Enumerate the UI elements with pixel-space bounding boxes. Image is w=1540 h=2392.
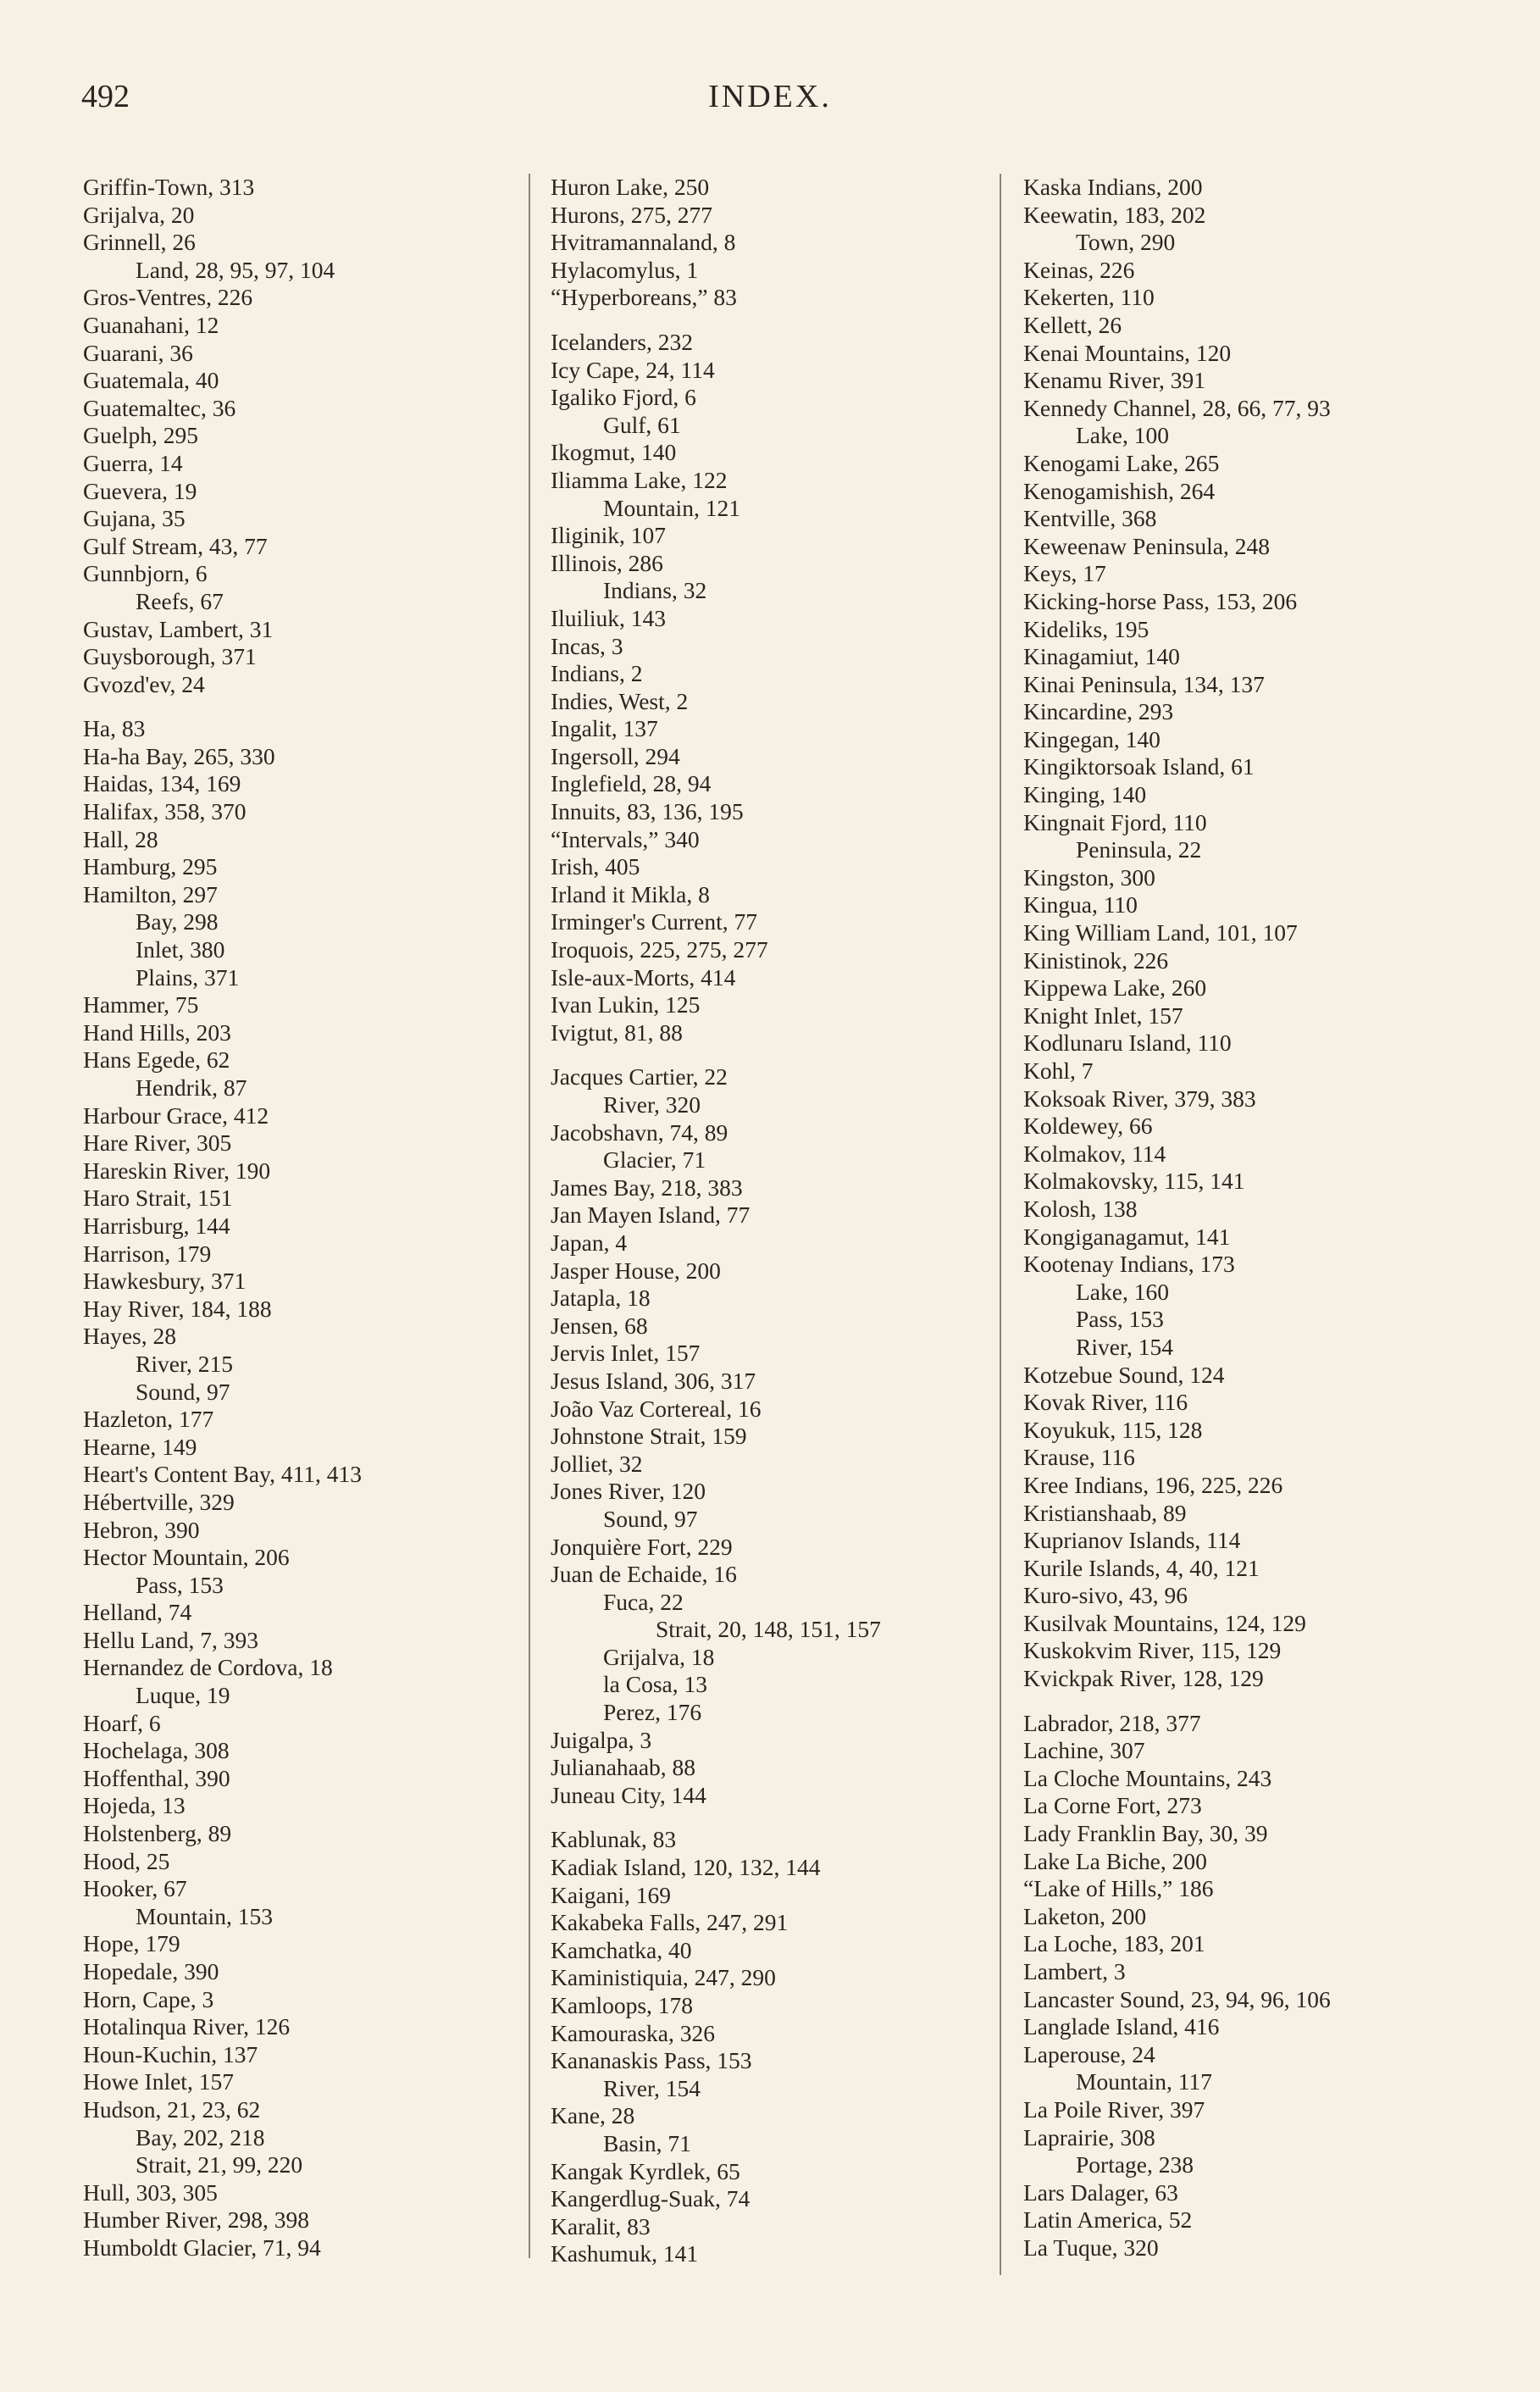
index-subentry: Lake, 100	[1076, 422, 1169, 449]
index-subentry: Pass, 153	[1076, 1306, 1164, 1333]
index-entry: Inglefield, 28, 94	[551, 770, 712, 797]
index-entry: Gustav, Lambert, 31	[83, 615, 274, 642]
index-subentry: Sound, 97	[136, 1378, 230, 1405]
index-entry: Japan, 4	[551, 1229, 628, 1256]
column-divider	[1000, 174, 1001, 2275]
index-entry: Grijalva, 20	[83, 201, 195, 228]
index-entry: Hand Hills, 203	[83, 1018, 231, 1046]
index-entry: Hans Egede, 62	[83, 1046, 230, 1074]
index-entry: Kicking-horse Pass, 153, 206	[1023, 587, 1298, 614]
index-entry: Lars Dalager, 63	[1023, 2178, 1178, 2206]
index-entry: Kingiktorsoak Island, 61	[1023, 753, 1255, 780]
index-entry: Kashumuk, 141	[551, 2240, 699, 2267]
index-entry: Guevera, 19	[83, 477, 197, 504]
index-entry: Kamchatka, 40	[551, 1936, 692, 1963]
index-entry: Kideliks, 195	[1023, 615, 1149, 642]
index-subentry: River, 320	[603, 1091, 701, 1118]
index-entry: Hazleton, 177	[83, 1406, 214, 1433]
index-entry: Kenamu River, 391	[1023, 367, 1206, 394]
index-entry: Kincardine, 293	[1023, 698, 1174, 725]
index-entry: Ingersoll, 294	[551, 742, 680, 769]
index-entry: Koyukuk, 115, 128	[1023, 1416, 1203, 1443]
index-entry: Gvozd'ev, 24	[83, 670, 205, 697]
index-entry: Hull, 303, 305	[83, 2178, 218, 2206]
index-entry: Ivan Lukin, 125	[551, 991, 701, 1018]
index-entry: Jacques Cartier, 22	[551, 1063, 728, 1091]
index-entry: Haro Strait, 151	[83, 1185, 233, 1212]
index-entry: Innuits, 83, 136, 195	[551, 798, 744, 825]
index-entry: Jacobshavn, 74, 89	[551, 1118, 728, 1146]
letter-section-gap	[551, 312, 991, 329]
index-entry: Kolmakovsky, 115, 141	[1023, 1168, 1245, 1195]
index-entry: Irish, 405	[551, 853, 640, 880]
index-entry: La Corne Fort, 273	[1023, 1792, 1202, 1819]
index-entry: Kekerten, 110	[1023, 284, 1155, 311]
index-entry: Kaigani, 169	[551, 1881, 672, 1908]
column-divider	[529, 174, 530, 2258]
index-entry: Kamouraska, 326	[551, 2019, 715, 2046]
index-entry: La Tuque, 320	[1023, 2234, 1159, 2261]
index-entry: Gunnbjorn, 6	[83, 560, 208, 587]
index-entry: Lady Franklin Bay, 30, 39	[1023, 1820, 1268, 1847]
index-entry: Iliamma Lake, 122	[551, 466, 728, 493]
index-entry: Kangerdlug-Suak, 74	[551, 2185, 751, 2212]
index-entry: Kotzebue Sound, 124	[1023, 1361, 1225, 1388]
index-entry: Karalit, 83	[551, 2212, 651, 2239]
index-entry: Kangak Kyrdlek, 65	[551, 2157, 740, 2184]
index-subentry: Basin, 71	[603, 2129, 691, 2156]
index-entry: Iroquois, 225, 275, 277	[551, 936, 768, 963]
index-entry: Hylacomylus, 1	[551, 256, 699, 283]
index-subentry: River, 154	[1076, 1333, 1173, 1360]
index-entry: Houn-Kuchin, 137	[83, 2040, 258, 2067]
index-entry: Hall, 28	[83, 825, 158, 852]
index-entry: Kinai Peninsula, 134, 137	[1023, 670, 1265, 697]
index-entry: Keys, 17	[1023, 560, 1106, 587]
index-subentry: la Cosa, 13	[603, 1671, 707, 1698]
index-entry: Guerra, 14	[83, 449, 183, 476]
index-entry: Griffin-Town, 313	[83, 174, 255, 200]
index-entry: Jervis Inlet, 157	[551, 1340, 701, 1367]
index-entry: Hurons, 275, 277	[551, 201, 712, 228]
index-entry: Kennedy Channel, 28, 66, 77, 93	[1023, 394, 1331, 421]
index-entry: Laperouse, 24	[1023, 2040, 1155, 2067]
index-entry: Guarani, 36	[83, 339, 193, 366]
index-subentry: Mountain, 153	[136, 1902, 273, 1929]
index-entry: La Cloche Mountains, 243	[1023, 1764, 1272, 1791]
index-entry: Kodlunaru Island, 110	[1023, 1030, 1232, 1057]
index-entry: Jensen, 68	[551, 1312, 648, 1339]
index-entry: Kinging, 140	[1023, 781, 1147, 808]
index-entry: Gulf Stream, 43, 77	[83, 532, 268, 559]
letter-section-gap	[551, 1809, 991, 1826]
index-entry: Halifax, 358, 370	[83, 798, 247, 825]
index-subentry: Strait, 21, 99, 220	[136, 2151, 303, 2178]
index-entry: Grinnell, 26	[83, 229, 196, 256]
index-entry: Irminger's Current, 77	[551, 908, 757, 935]
index-subentry: River, 154	[603, 2074, 701, 2101]
index-entry: “Hyperboreans,” 83	[551, 284, 737, 311]
index-entry: Kenai Mountains, 120	[1023, 339, 1232, 366]
index-entry: La Loche, 183, 201	[1023, 1930, 1205, 1957]
index-entry: Kenogami Lake, 265	[1023, 449, 1220, 476]
index-column-1	[83, 174, 523, 2262]
index-entry: Harrisburg, 144	[83, 1212, 230, 1239]
index-entry: Jasper House, 200	[551, 1257, 721, 1284]
index-entry: Incas, 3	[551, 632, 623, 659]
index-entry: Lachine, 307	[1023, 1737, 1145, 1764]
index-entry: Horn, Cape, 3	[83, 1985, 214, 2012]
index-entry: Hoarf, 6	[83, 1709, 161, 1736]
index-entry: Humber River, 298, 398	[83, 2206, 309, 2234]
index-entry: Iluiliuk, 143	[551, 604, 666, 631]
index-entry: Jan Mayen Island, 77	[551, 1202, 751, 1229]
index-entry: Hopedale, 390	[83, 1958, 219, 1984]
index-entry: Juan de Echaide, 16	[551, 1561, 737, 1588]
index-subentry: Bay, 202, 218	[136, 2123, 265, 2151]
index-subentry: Sound, 97	[603, 1505, 698, 1532]
index-entry: Laketon, 200	[1023, 1902, 1147, 1929]
index-entry: Keewatin, 183, 202	[1023, 201, 1206, 228]
index-subentry: Pass, 153	[136, 1571, 224, 1598]
index-entry: Guanahani, 12	[83, 311, 219, 338]
index-entry: Humboldt Glacier, 71, 94	[83, 2234, 321, 2261]
index-entry: James Bay, 218, 383	[551, 1174, 743, 1201]
index-entry: Kuro-sivo, 43, 96	[1023, 1582, 1188, 1609]
index-entry: Kootenay Indians, 173	[1023, 1251, 1235, 1278]
index-subentry: Strait, 20, 148, 151, 157	[656, 1616, 881, 1643]
index-entry: Lancaster Sound, 23, 94, 96, 106	[1023, 1985, 1331, 2012]
index-entry: Ivigtut, 81, 88	[551, 1018, 683, 1046]
index-entry: Icelanders, 232	[551, 328, 693, 355]
index-entry: Hvitramannaland, 8	[551, 229, 736, 256]
index-subentry: Indians, 32	[603, 577, 707, 604]
index-subentry: Lake, 160	[1076, 1278, 1169, 1305]
index-entry: Kree Indians, 196, 225, 226	[1023, 1471, 1283, 1498]
index-entry: Hotalinqua River, 126	[83, 2013, 291, 2040]
index-entry: Hood, 25	[83, 1847, 170, 1874]
index-entry: Hudson, 21, 23, 62	[83, 2095, 261, 2123]
index-entry: Huron Lake, 250	[551, 174, 710, 200]
index-entry: Isle-aux-Morts, 414	[551, 963, 736, 991]
index-entry: “Lake of Hills,” 186	[1023, 1875, 1214, 1902]
index-entry: Krause, 116	[1023, 1444, 1135, 1471]
page-header	[0, 78, 1540, 129]
index-entry: Kakabeka Falls, 247, 291	[551, 1909, 789, 1936]
index-entry: Illinois, 286	[551, 549, 663, 576]
index-subentry: Hendrik, 87	[136, 1074, 247, 1101]
index-entry: Kinagamiut, 140	[1023, 643, 1180, 670]
running-title: INDEX.	[708, 79, 832, 114]
index-entry: Kolmakov, 114	[1023, 1140, 1166, 1167]
index-entry: Hernandez de Cordova, 18	[83, 1654, 333, 1681]
index-entry: Ikogmut, 140	[551, 439, 677, 466]
index-entry: Kane, 28	[551, 2102, 635, 2129]
index-subentry: Grijalva, 18	[603, 1643, 715, 1670]
index-entry: Laprairie, 308	[1023, 2123, 1155, 2151]
index-entry: Hamilton, 297	[83, 880, 218, 907]
index-entry: Ha-ha Bay, 265, 330	[83, 742, 275, 769]
index-entry: Johnstone Strait, 159	[551, 1423, 747, 1450]
index-entry: Jonquière Fort, 229	[551, 1533, 733, 1560]
index-entry: Heart's Content Bay, 411, 413	[83, 1461, 363, 1488]
index-entry: Kentville, 368	[1023, 505, 1157, 532]
index-entry: Icy Cape, 24, 114	[551, 356, 715, 383]
index-entry: Kohl, 7	[1023, 1057, 1094, 1084]
index-entry: Kaska Indians, 200	[1023, 174, 1203, 200]
index-entry: Iliginik, 107	[551, 522, 666, 549]
index-entry: Howe Inlet, 157	[83, 2068, 234, 2095]
index-entry: Hamburg, 295	[83, 853, 218, 880]
index-entry: King William Land, 101, 107	[1023, 919, 1298, 946]
index-entry: Hooker, 67	[83, 1875, 187, 1902]
index-entry: Koldewey, 66	[1023, 1113, 1153, 1140]
index-entry: Kurile Islands, 4, 40, 121	[1023, 1554, 1260, 1581]
index-entry: Guelph, 295	[83, 422, 198, 449]
index-entry: Hareskin River, 190	[83, 1157, 271, 1184]
index-entry: Helland, 74	[83, 1599, 192, 1626]
index-subentry: Portage, 238	[1076, 2151, 1194, 2178]
index-entry: Hay River, 184, 188	[83, 1295, 272, 1322]
index-entry: Kolosh, 138	[1023, 1195, 1138, 1222]
index-entry: Hebron, 390	[83, 1516, 200, 1543]
index-entry: Kongiganagamut, 141	[1023, 1223, 1231, 1250]
index-entry: Kristianshaab, 89	[1023, 1499, 1187, 1526]
index-subentry: River, 215	[136, 1350, 233, 1377]
index-entry: Juneau City, 144	[551, 1781, 706, 1808]
index-entry: Gujana, 35	[83, 505, 186, 532]
index-entry: Jesus Island, 306, 317	[551, 1367, 756, 1394]
index-subentry: Peninsula, 22	[1076, 836, 1202, 863]
index-entry: Kovak River, 116	[1023, 1389, 1188, 1416]
index-entry: Kingegan, 140	[1023, 725, 1161, 752]
index-entry: Hayes, 28	[83, 1323, 176, 1350]
index-entry: Haidas, 134, 169	[83, 770, 241, 797]
index-entry: Indians, 2	[551, 660, 643, 687]
index-entry: Hochelaga, 308	[83, 1737, 230, 1764]
index-column-3	[1023, 174, 1515, 2262]
letter-section-gap	[551, 1046, 991, 1063]
index-entry: Hébertville, 329	[83, 1488, 235, 1515]
index-entry: Hojeda, 13	[83, 1792, 186, 1819]
index-entry: Keinas, 226	[1023, 256, 1135, 283]
index-entry: Hammer, 75	[83, 991, 199, 1018]
index-entry: Kablunak, 83	[551, 1826, 677, 1853]
index-entry: Lambert, 3	[1023, 1958, 1126, 1984]
index-entry: Jolliet, 32	[551, 1450, 643, 1477]
index-entry: Hope, 179	[83, 1930, 180, 1957]
index-entry: Koksoak River, 379, 383	[1023, 1085, 1256, 1112]
index-entry: Kananaskis Pass, 153	[551, 2047, 752, 2074]
index-entry: Hare River, 305	[83, 1129, 232, 1157]
index-subentry: Luque, 19	[136, 1682, 230, 1709]
index-entry: Kuskokvim River, 115, 129	[1023, 1637, 1282, 1664]
index-entry: Kingston, 300	[1023, 863, 1155, 891]
index-entry: Indies, West, 2	[551, 687, 689, 714]
index-entry: Harbour Grace, 412	[83, 1102, 269, 1129]
index-subentry: Bay, 298	[136, 908, 219, 935]
index-entry: Kenogamishish, 264	[1023, 477, 1216, 504]
index-entry: Igaliko Fjord, 6	[551, 384, 696, 411]
index-subentry: Gulf, 61	[603, 411, 681, 438]
index-entry: Knight Inlet, 157	[1023, 1002, 1183, 1029]
index-entry: Ingalit, 137	[551, 715, 658, 742]
index-entry: Kamloops, 178	[551, 1992, 694, 2018]
index-subentry: Town, 290	[1076, 229, 1176, 256]
index-subentry: Mountain, 117	[1076, 2068, 1212, 2095]
index-entry: “Intervals,” 340	[551, 825, 700, 852]
index-entry: Guatemaltec, 36	[83, 394, 236, 421]
index-entry: La Poile River, 397	[1023, 2095, 1205, 2123]
index-subentry: Glacier, 71	[603, 1146, 706, 1174]
index-entry: Harrison, 179	[83, 1240, 212, 1267]
index-subentry: Inlet, 380	[136, 936, 225, 963]
index-entry: Gros-Ventres, 226	[83, 284, 253, 311]
index-entry: Julianahaab, 88	[551, 1754, 696, 1781]
index-entry: Guysborough, 371	[83, 643, 257, 670]
index-entry: Hector Mountain, 206	[83, 1544, 290, 1571]
index-entry: Kvickpak River, 128, 129	[1023, 1665, 1264, 1692]
index-entry: Hellu Land, 7, 393	[83, 1626, 258, 1653]
index-entry: Jatapla, 18	[551, 1285, 651, 1312]
index-entry: Ha, 83	[83, 715, 146, 742]
index-entry: Kingua, 110	[1023, 891, 1138, 919]
index-entry: Guatemala, 40	[83, 367, 219, 394]
index-entry: Hawkesbury, 371	[83, 1268, 247, 1295]
index-entry: Latin America, 52	[1023, 2206, 1193, 2234]
index-entry: Hoffenthal, 390	[83, 1764, 230, 1791]
index-entry: João Vaz Cortereal, 16	[551, 1395, 762, 1422]
letter-section-gap	[83, 698, 523, 715]
index-entry: Kusilvak Mountains, 124, 129	[1023, 1609, 1306, 1636]
index-column-2	[551, 174, 991, 2268]
index-subentry: Perez, 176	[603, 1699, 702, 1726]
index-entry: Langlade Island, 416	[1023, 2013, 1220, 2040]
index-entry: Kingnait Fjord, 110	[1023, 808, 1207, 835]
index-entry: Juigalpa, 3	[551, 1726, 652, 1753]
index-entry: Jones River, 120	[551, 1478, 706, 1505]
index-subentry: Land, 28, 95, 97, 104	[136, 256, 335, 283]
index-subentry: Fuca, 22	[603, 1588, 684, 1615]
index-entry: Holstenberg, 89	[83, 1820, 232, 1847]
letter-section-gap	[1023, 1693, 1515, 1710]
page-number: 492	[81, 79, 130, 114]
index-entry: Hearne, 149	[83, 1433, 197, 1460]
index-entry: Kippewa Lake, 260	[1023, 974, 1207, 1002]
index-entry: Kadiak Island, 120, 132, 144	[551, 1854, 821, 1881]
index-entry: Keweenaw Peninsula, 248	[1023, 532, 1270, 559]
index-entry: Irland it Mikla, 8	[551, 880, 710, 907]
index-subentry: Reefs, 67	[136, 587, 224, 614]
index-entry: Kaministiquia, 247, 290	[551, 1964, 776, 1991]
index-entry: Kellett, 26	[1023, 311, 1122, 338]
index-entry: Lake La Biche, 200	[1023, 1847, 1207, 1874]
index-entry: Kinistinok, 226	[1023, 946, 1169, 974]
index-subentry: Mountain, 121	[603, 494, 740, 521]
index-subentry: Plains, 371	[136, 963, 240, 991]
index-entry: Kuprianov Islands, 114	[1023, 1527, 1241, 1554]
index-entry: Labrador, 218, 377	[1023, 1709, 1201, 1736]
